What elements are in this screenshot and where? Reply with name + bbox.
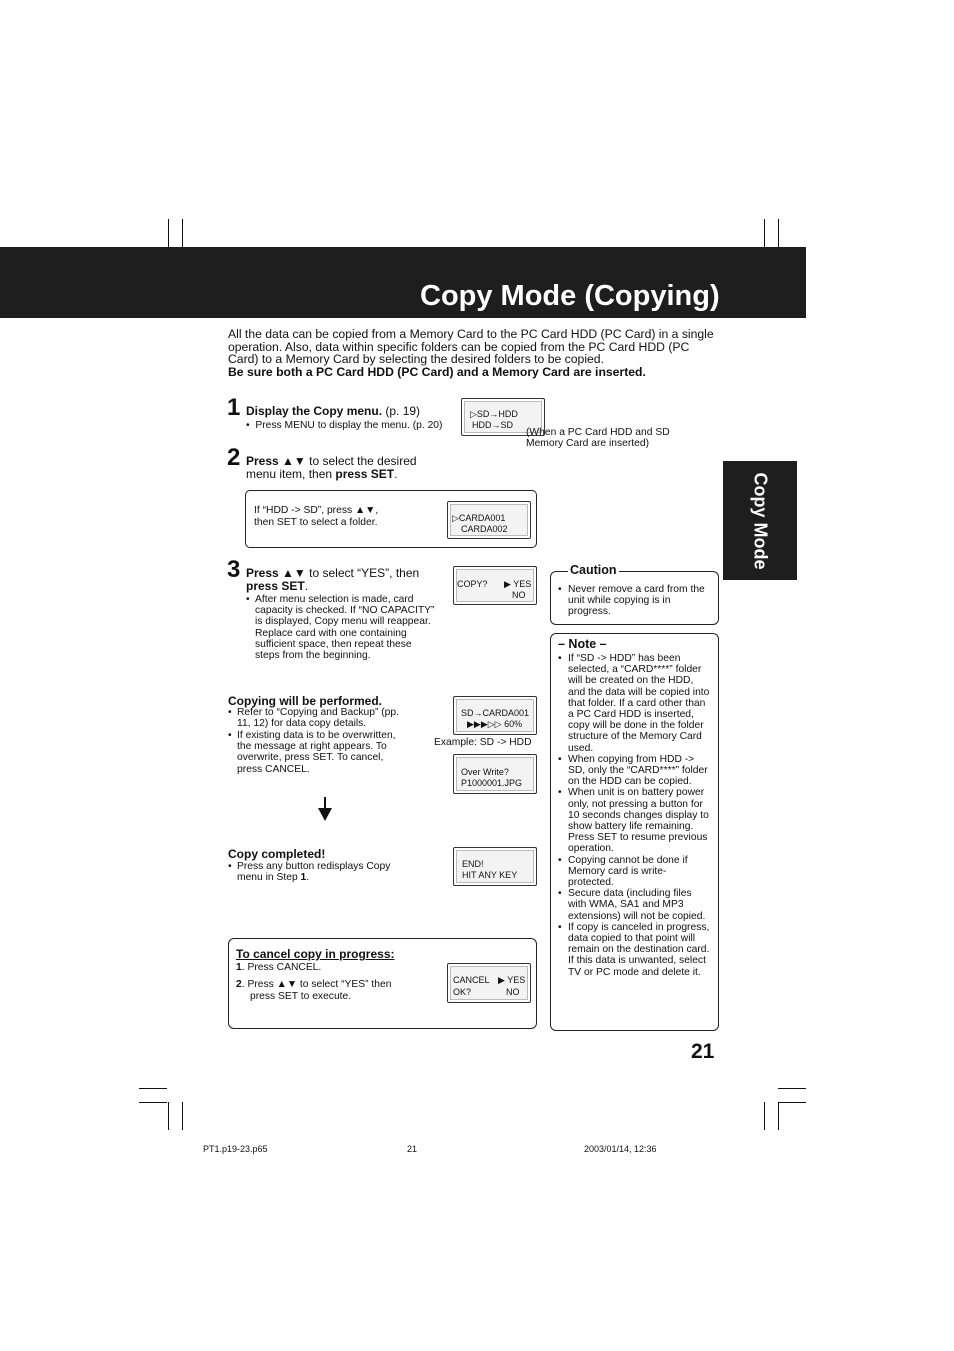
note-item-text: If “SD -> HDD” has been selected, a “CARD****” folder will be created on the HDD, and the data will be copied into that folder. If a card other than a PC Card HDD is inserted, copy will be done in the folder structure of the Memory Card used.: [568, 653, 710, 754]
completed-heading: Copy completed!: [228, 847, 326, 861]
footer-page: 21: [407, 1144, 418, 1154]
crop-mark: [139, 1088, 167, 1089]
crop-mark: [182, 1102, 183, 1130]
step-1-heading: [246, 405, 420, 418]
step-1-bullet: • Press MENU to display the menu. (p. 20): [246, 420, 443, 431]
step-3-period: .: [304, 579, 309, 593]
crop-mark: [778, 1088, 806, 1089]
crop-mark: [182, 219, 183, 247]
lcd-line: ▶▶▶▷▷ 60%: [467, 719, 523, 729]
copying-bullet-1: • Refer to “Copying and Backup” (pp. 11, 12) for data copy details.: [228, 707, 404, 729]
crop-mark: [764, 1102, 765, 1130]
step-3-text1: to select “YES”, then: [305, 566, 420, 580]
crop-mark: [168, 1102, 169, 1130]
lcd-display-progress: [453, 696, 537, 735]
cancel-item-2-text-a: . Press: [241, 979, 277, 990]
note-item: • Secure data (including files with WMA, SA1 and MP3 extensions) will not be copied.: [558, 888, 712, 922]
cancel-item-1-text: . Press CANCEL.: [241, 962, 322, 973]
copying-heading: Copying will be performed.: [228, 694, 383, 708]
crop-mark: [778, 1102, 779, 1130]
lcd-line: HDD→SD: [472, 420, 514, 430]
step-1-title: Display the Copy menu.: [246, 404, 383, 418]
note-item: • If “SD -> HDD” has been selected, a “CARD****” folder will be created on the HDD, and the data will be copied into that folder. If a card other than a PC Card HDD is inserted, copy will be done in the folder structure of the Memory Card used.: [558, 653, 712, 754]
caution-bullet: • Never remove a card from the unit while copying is in progress.: [558, 584, 708, 618]
completed-period: .: [306, 872, 310, 884]
page-title: Copy Mode (Copying): [420, 280, 720, 312]
step-3-press-set: press SET: [246, 579, 305, 593]
step-1-number: 1: [227, 394, 241, 421]
lcd-line: ▷CARDA001: [452, 513, 506, 523]
lcd-line: HIT ANY KEY: [462, 870, 518, 880]
completed-bullet: • Press any button redisplays Copy menu in Step 1.: [228, 861, 391, 884]
step-3-bullet-text: After menu selection is made, card capacity is checked. If “NO CAPACITY” is displayed, Copy menu will reappear. Replace card with one containing sufficient space, then repeat these steps from the beginning.: [255, 594, 435, 662]
lcd-line: CANCEL: [453, 975, 490, 985]
up-down-arrows-icon: ▲▼: [354, 505, 376, 516]
copying-bullet-2-text: If existing data is to be overwritten, the message at right appears. To overwrite, press SET. To cancel, press CANCEL.: [237, 730, 396, 775]
side-tab-label: Copy Mode: [750, 472, 771, 570]
step-2-number: 2: [227, 444, 241, 471]
note-item-text: When copying from HDD -> SD, only the “CARD****” folder on the HDD can be copied.: [568, 753, 708, 788]
footer-timestamp: 2003/01/14, 12:36: [584, 1144, 657, 1154]
lcd-line: CARDA002: [461, 524, 508, 534]
lcd-display-cancel: [447, 963, 531, 1003]
step-2-box-line2: then SET to select a folder.: [254, 517, 378, 528]
side-tab: [723, 461, 797, 580]
cancel-item-2-text-b: to select “YES” then: [297, 979, 392, 990]
crop-mark: [168, 219, 169, 247]
cancel-item-2-cont: press SET to execute.: [250, 991, 352, 1002]
crop-mark: [778, 1102, 806, 1103]
down-arrowhead-icon: [318, 808, 332, 821]
example-caption: Example: SD -> HDD: [434, 737, 532, 748]
step-3-press: Press: [246, 566, 279, 580]
page-number: 21: [691, 1040, 715, 1063]
lcd-line: P1000001.JPG: [461, 778, 523, 788]
intro-paragraph: [228, 328, 718, 378]
lcd-line: ▷SD→HDD: [470, 409, 518, 419]
crop-mark: [778, 219, 779, 247]
caution-bullet-text: Never remove a card from the unit while copying is in progress.: [568, 584, 705, 618]
step-1-bullet-text: Press MENU to display the menu. (p. 20): [255, 420, 443, 431]
note-item: • Copying cannot be done if Memory card is write-protected.: [558, 855, 712, 889]
step-3-number: 3: [227, 556, 241, 583]
cancel-item-2-num: 2: [236, 979, 242, 990]
cancel-item-1-num: 1: [236, 962, 242, 973]
step-2-box-comma: ,: [375, 505, 379, 516]
caution-title: Caution: [570, 563, 617, 577]
step-2-line2: [246, 468, 397, 481]
lcd-display-end: [453, 847, 537, 886]
step-2-press-set: press SET: [335, 467, 395, 481]
step-1-ref: (p. 19): [382, 404, 421, 418]
step-2-text2: menu item, then: [246, 467, 336, 481]
lcd-line: ▶ YES: [498, 975, 526, 985]
note-item: • When copying from HDD -> SD, only the “CARD****” folder on the HDD can be copied.: [558, 754, 712, 788]
note-item-text: When unit is on battery power only, not pressing a button for 10 seconds changes display to show battery life remaining. Press SET to resume previous operation.: [568, 787, 709, 855]
footer-filename: PT1.p19-23.p65: [203, 1144, 268, 1154]
step-1-lcd-note: (When a PC Card HDD and SD Memory Card are inserted): [526, 427, 670, 450]
completed-bullet-text: Press any button redisplays Copy menu in Step: [237, 861, 391, 884]
copying-bullet-2: • If existing data is to be overwritten, the message at right appears. To overwrite, press SET. To cancel, press CANCEL.: [228, 730, 408, 775]
copying-bullet-1-text: Refer to “Copying and Backup” (pp. 11, 12) for data copy details.: [237, 707, 399, 730]
up-down-arrows-icon: ▲▼: [282, 566, 306, 580]
cancel-item-2: [236, 979, 391, 990]
crop-mark: [764, 219, 765, 247]
up-down-arrows-icon: ▲▼: [276, 979, 298, 990]
lcd-line: Over Write?: [461, 767, 509, 777]
lcd-line: NO: [506, 987, 520, 997]
cancel-heading: To cancel copy in progress:: [236, 947, 395, 961]
step-3-bullet: • After menu selection is made, card capacity is checked. If “NO CAPACITY” is displayed, Copy menu will reappear. Replace card with one containing sufficient space, then repeat these steps from the beginning.: [246, 594, 438, 661]
note-title: – Note –: [558, 637, 607, 651]
lcd-display-overwrite: [453, 754, 537, 794]
step-2-text1: to select the desired: [305, 454, 417, 468]
lcd-line: ▶ YES: [504, 579, 532, 589]
crop-mark: [139, 1102, 167, 1103]
lcd-line: SD→CARDA001: [461, 708, 530, 718]
step-2-press: Press: [246, 454, 279, 468]
note-item: • When unit is on battery power only, not pressing a button for 10 seconds changes display to show battery life remaining. Press SET to resume previous operation.: [558, 787, 712, 854]
note-list: [558, 653, 712, 978]
lcd-line: COPY?: [457, 579, 488, 589]
note-item-text: Copying cannot be done if Memory card is write-protected.: [568, 854, 688, 889]
intro-bold-text: Be sure both a PC Card HDD (PC Card) and a Memory Card are inserted.: [228, 364, 646, 379]
cancel-item-1: [236, 962, 321, 973]
up-down-arrows-icon: ▲▼: [282, 454, 306, 468]
step-2-box-line1: [254, 505, 378, 516]
note-item-text: If copy is canceled in progress, data copied to that point will remain on the destination card. If this data is unwanted, select TV or PC mode and delete it.: [568, 921, 710, 978]
lcd-display-step3: [453, 566, 537, 605]
step-2-box-text1: If “HDD -> SD”, press: [254, 505, 355, 516]
lcd-line: OK?: [453, 987, 472, 997]
lcd-line: END!: [462, 859, 484, 869]
step-3-line2: [246, 580, 308, 593]
completed-step-ref: 1: [300, 872, 307, 884]
lcd-line: NO: [512, 590, 526, 600]
note-item-text: Secure data (including files with WMA, SA1 and MP3 extensions) will not be copied.: [568, 888, 706, 922]
note-item: • If copy is canceled in progress, data copied to that point will remain on the destination card. If this data is unwanted, select TV or PC mode and delete it.: [558, 922, 712, 978]
intro-text: All the data can be copied from a Memory Card to the PC Card HDD (PC Card) in a single operation. Also, data within specific folders can be copied from the PC Card HDD (PC Card) to a Memory Card by selecting the desired folders to be copied.: [228, 327, 714, 367]
lcd-display-step2: [447, 501, 531, 539]
step-2-period: .: [394, 467, 398, 481]
